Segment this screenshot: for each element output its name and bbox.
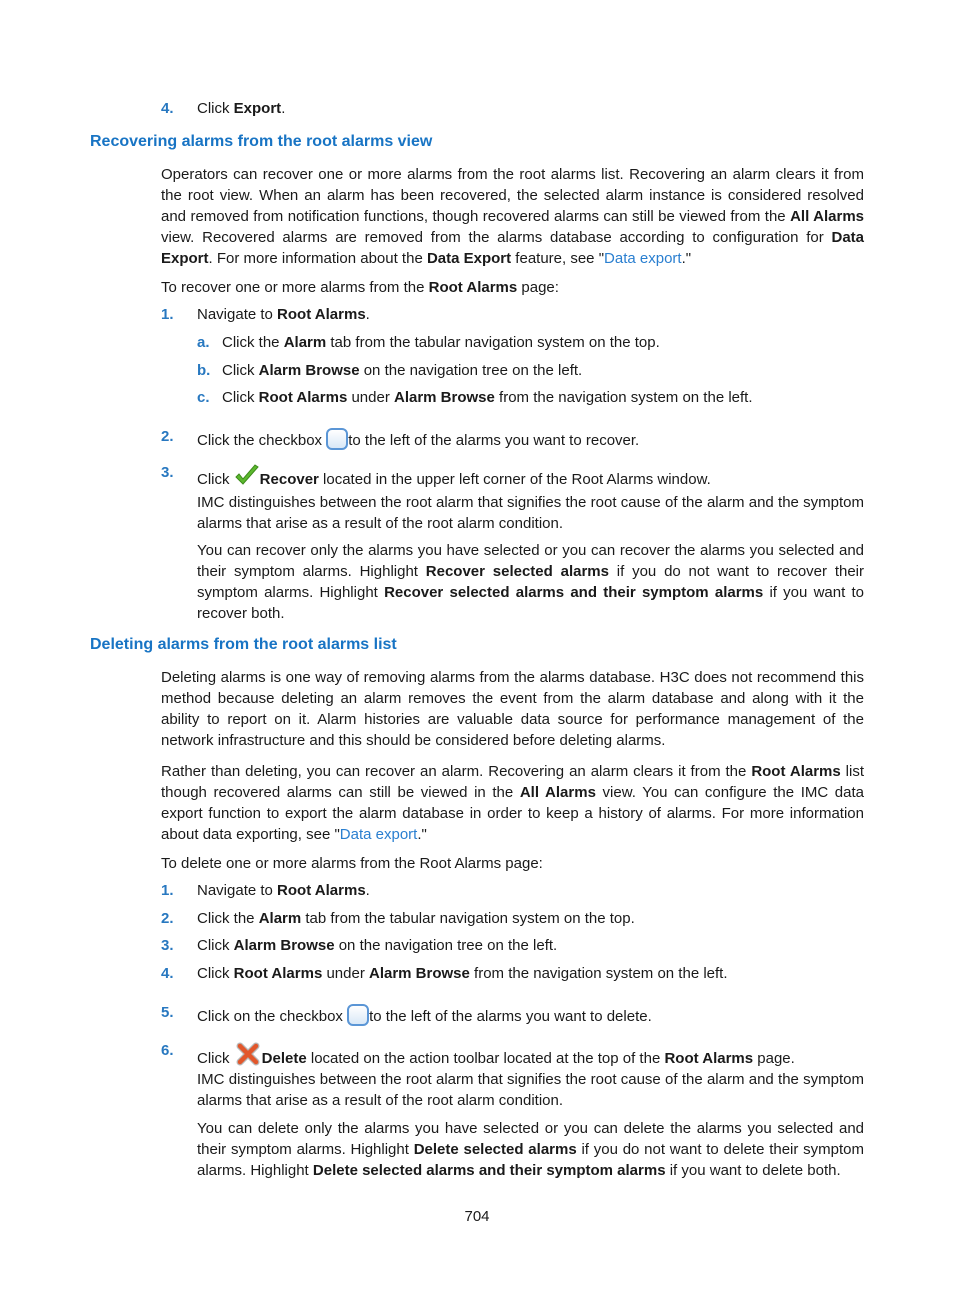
step-text: Click on the checkbox to the left of the alarms you want to delete. [197, 1004, 652, 1026]
note-paragraph: You can recover only the alarms you have selected or you can recover the alarms you selected and their symptom alarms. Highlight Recover selected alarms if you do not want to recover their symptom alarms. Highlight Recover selected alarms and their symptom alarms if you want to recover both. [197, 542, 864, 622]
step-number: 4. [161, 100, 174, 117]
step-text: Click Alarm Browse on the navigation tree on the left. [197, 937, 558, 954]
delete-x-icon [234, 1042, 262, 1070]
substep-text: Click Root Alarms under Alarm Browse from the navigation system on the left. [222, 389, 753, 406]
checkbox-icon [326, 428, 348, 450]
intro-text: To delete one or more alarms from the Root Alarms page: [161, 855, 543, 872]
data-export-link[interactable]: Data export [339, 826, 418, 843]
checkbox-icon [347, 1004, 369, 1026]
paragraph: Rather than deleting, you can recover an alarm. Recovering an alarm clears it from the Root Alarms list though recovered alarms can still be viewed in the All Alarms view. You can configure the IMC data export function to export the alarm database in order to keep a history of alarms. For more information about data exporting, see "Data export." [161, 763, 865, 843]
substep-text: Click Alarm Browse on the navigation tree on the left. [222, 362, 583, 379]
step-text: Navigate to Root Alarms. [197, 306, 370, 323]
step-text: Click Recover located in the upper left corner of the Root Alarms window. [197, 464, 711, 492]
substep-letter: b. [197, 362, 211, 379]
note-paragraph: IMC distinguishes between the root alarm that signifies the root cause of the alarm and the symptom alarms that arise as a result of the root alarm condition. [197, 494, 864, 532]
step-number: 5. [161, 1004, 174, 1021]
step-number: 2. [161, 910, 174, 927]
step-text: Navigate to Root Alarms. [197, 882, 370, 899]
paragraph: Operators can recover one or more alarms from the root alarms list. Recovering an alarm clears it from the root view. When an alarm has been recovered, the selected alarm instance is considered resolved and removed from notification functions, though recovered alarms can still be viewed from the All Alarms view. Recovered alarms are removed from the alarms database according to configuration for Data Export. For more information about the Data Export feature, see "Data export." [161, 166, 865, 267]
step-text: Click Root Alarms under Alarm Browse from the navigation system on the left. [197, 965, 728, 982]
substep-letter: a. [197, 334, 210, 351]
step-text: Click Export. [197, 100, 286, 117]
step-text: Click the checkbox to the left of the alarms you want to recover. [197, 428, 639, 450]
step-text: Click Delete located on the action toolbar located at the top of the Root Alarms page. [197, 1042, 795, 1070]
note-paragraph: You can delete only the alarms you have selected or you can delete the alarms you selected and their symptom alarms. Highlight Delete selected alarms if you do not want to delete their symptom alarms. Highlight Delete selected alarms and their symptom alarms if you want to delete both. [197, 1120, 865, 1179]
substep-text: Click the Alarm tab from the tabular navigation system on the top. [222, 334, 660, 351]
section-heading: Deleting alarms from the root alarms list [90, 636, 397, 653]
checkmark-icon [234, 464, 260, 492]
paragraph: Deleting alarms is one way of removing alarms from the alarms database. H3C does not recommend this method because deleting an alarm removes the event from the alarm database and along with it the ability to report on it. Alarm histories are valuable data source for performance management of the network infrastructure and this should be considered before deleting alarms. [161, 669, 864, 749]
step-number: 4. [161, 965, 174, 982]
section-heading: Recovering alarms from the root alarms view [90, 133, 433, 150]
step-number: 3. [161, 464, 174, 481]
step-number: 6. [161, 1042, 174, 1059]
step-number: 2. [161, 428, 174, 445]
intro-text: To recover one or more alarms from the Root Alarms page: [161, 279, 559, 296]
step-number: 1. [161, 882, 174, 899]
step-number: 3. [161, 937, 174, 954]
substep-letter: c. [197, 389, 210, 406]
step-text: Click the Alarm tab from the tabular navigation system on the top. [197, 910, 635, 927]
page-number: 704 [464, 1208, 490, 1225]
step-number: 1. [161, 306, 174, 323]
data-export-link[interactable]: Data export [604, 250, 682, 267]
note-paragraph: IMC distinguishes between the root alarm that signifies the root cause of the alarm and the symptom alarms that arise as a result of the root alarm condition. [197, 1071, 864, 1109]
